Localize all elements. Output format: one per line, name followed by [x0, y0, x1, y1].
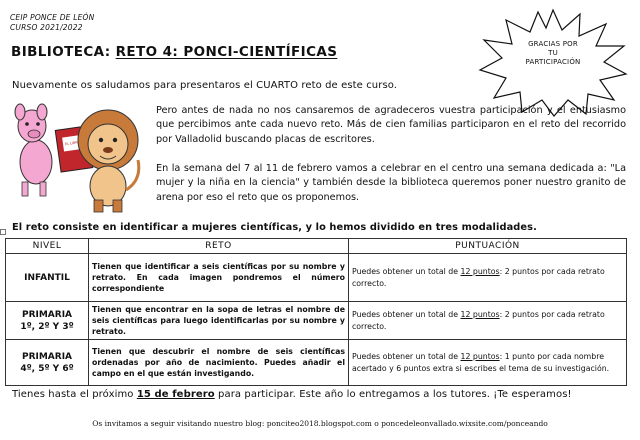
points-pre: Puedes obtener un total de — [352, 266, 461, 276]
points-pre: Puedes obtener un total de — [352, 351, 461, 361]
points-pre: Puedes obtener un total de — [352, 309, 461, 319]
level-cell — [6, 340, 89, 386]
points-detail: : 2 puntos por cada retrato correcto. — [352, 266, 605, 288]
school-header — [10, 13, 94, 33]
anchor-marker — [0, 229, 6, 235]
deadline-pre: Tienes hasta el próximo — [12, 389, 137, 400]
pink-pig-character — [15, 104, 52, 196]
level-name: PRIMARIA — [21, 351, 73, 362]
level-name: PRIMARIA — [21, 309, 73, 320]
points-detail: : 2 puntos por cada retrato correcto. — [352, 309, 605, 331]
level-cell — [6, 302, 89, 340]
blog-invitation: Os invitamos a seguir visitando nuestro blog: ponciteo2018.blogspot.com o poncedeleonvallado.wixsite.com/ponceando — [92, 419, 548, 428]
badge-line1: GRACIAS POR — [528, 40, 578, 48]
book-label: EL LIBRO — [64, 140, 81, 147]
points-cell — [349, 340, 627, 386]
header-level: NIVEL — [6, 239, 89, 254]
points-total: 12 puntos — [460, 266, 500, 276]
points-detail: : 1 punto por cada nombre acertado y 6 puntos extra si escribes el tema de su investigación. — [352, 351, 610, 373]
school-year: CURSO 2021/2022 — [10, 23, 83, 32]
header-reto: RETO — [89, 239, 349, 254]
table-row — [6, 254, 627, 302]
deadline-text — [12, 389, 572, 400]
deadline-date: 15 de febrero — [136, 389, 215, 400]
reto-cell: Tienen que identificar a seis científicas por su nombre y retrato. En cada imagen pondremos el número correspondiente — [89, 254, 349, 302]
paragraph-thanks: Pero antes de nada no nos cansaremos de agradeceros vuestra participación y el entusiasmo que percibimos ante cada nuevo reto. Más de cien familias participaron en el reto del recorrido por Valladolid buscando placas de escritores. — [156, 105, 626, 145]
reto-cell: Tienen que encontrar en la sopa de letras el nombre de seis científicas para luego identificarlas por su nombre y retrato. — [89, 302, 349, 340]
badge-line2: TU — [548, 49, 558, 57]
points-cell — [349, 254, 627, 302]
page-title — [11, 44, 337, 60]
challenge-subtitle: El reto consiste en identificar a mujeres científicas, y lo hemos dividido en tres modalidades. — [12, 222, 537, 233]
level-grades: 4º, 5º Y 6º — [20, 363, 74, 374]
badge-text — [501, 40, 605, 67]
title-prefix: BIBLIOTECA: — [11, 44, 116, 60]
header-points: PUNTUACIÓN — [349, 239, 627, 254]
paragraph-week: En la semana del 7 al 11 de febrero vamos a celebrar en el centro una semana dedicada a: "La mujer y la niña en la ciencia" y también desde la biblioteca queremos poner nuestro granito de arena por eso el reto que os proponemos. — [156, 163, 626, 203]
intro-text: Nuevamente os saludamos para presentaros el CUARTO reto de este curso. — [12, 80, 398, 91]
table-row — [6, 302, 627, 340]
table-row — [6, 340, 627, 386]
title-main: RETO 4: PONCI-CIENTÍFICAS — [115, 44, 338, 60]
points-total: 12 puntos — [460, 309, 500, 319]
badge-line3: PARTICIPACIÓN — [525, 58, 581, 66]
mascot-illustration — [8, 100, 148, 215]
challenge-table — [5, 238, 627, 386]
points-total: 12 puntos — [460, 351, 500, 361]
school-name: CEIP PONCE DE LEÓN — [10, 13, 95, 22]
reto-cell: Tienen que descubrir el nombre de seis científicas ordenadas por año de nacimiento. Puedes añadir el campo en el que están investigando. — [89, 340, 349, 386]
points-cell — [349, 302, 627, 340]
level-name: INFANTIL — [24, 272, 70, 283]
level-cell — [6, 254, 89, 302]
lion-character — [78, 110, 139, 212]
deadline-post: para participar. Este año lo entregamos a los tutores. ¡Te esperamos! — [214, 389, 572, 400]
table-header-row — [6, 239, 627, 254]
level-grades: 1º, 2º Y 3º — [20, 321, 74, 332]
